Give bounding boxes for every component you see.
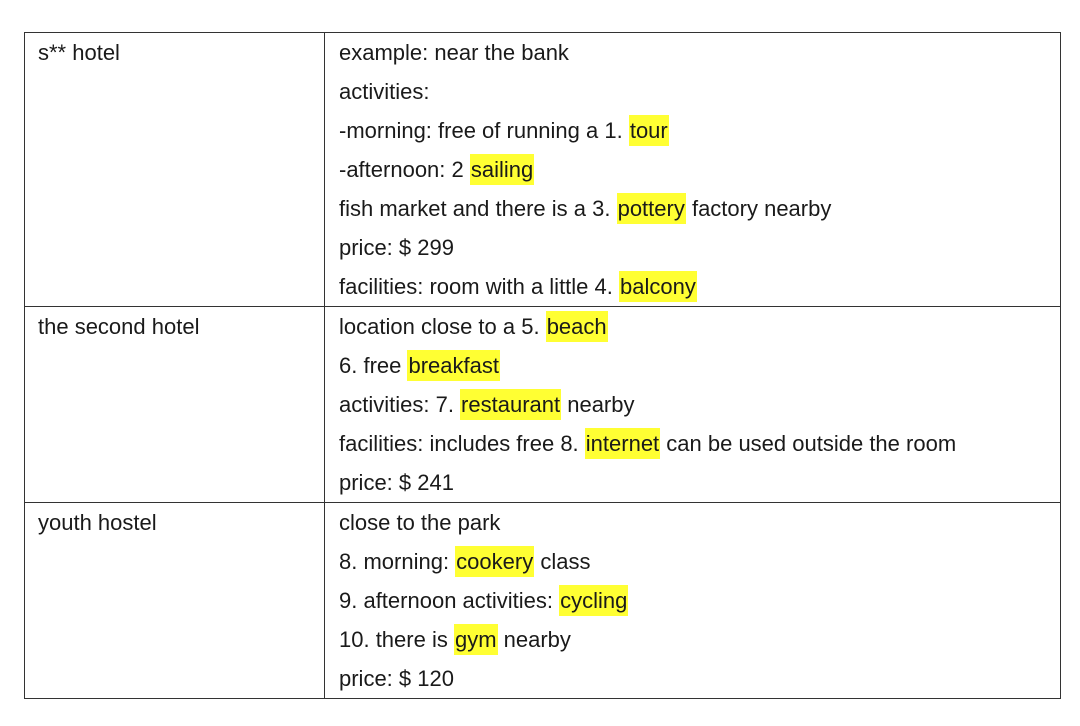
line-text: facilities: room with a little 4.: [339, 274, 619, 299]
line-text: location close to a 5.: [339, 314, 546, 339]
detail-line: [339, 33, 1060, 72]
answer-highlight: balcony: [619, 271, 697, 302]
detail-line: [339, 581, 1060, 620]
line-text: 6. free: [339, 353, 408, 378]
line-text: close to the park: [339, 510, 501, 535]
line-text: facilities: includes free 8.: [339, 431, 585, 456]
line-text: price: $ 120: [339, 666, 454, 691]
line-text: -afternoon: 2: [339, 157, 470, 182]
line-text-after: factory nearby: [685, 196, 832, 221]
line-text: price: $ 241: [339, 470, 454, 495]
detail-line: [339, 620, 1060, 659]
detail-line: [339, 72, 1060, 111]
detail-line: [339, 267, 1060, 306]
answer-highlight: sailing: [470, 154, 534, 185]
answer-highlight: tour: [629, 115, 669, 146]
answer-highlight: breakfast: [407, 350, 500, 381]
hotel-name: the second hotel: [38, 314, 200, 339]
line-text: price: $ 299: [339, 235, 454, 260]
detail-line: [339, 424, 1060, 463]
answer-highlight: cycling: [559, 585, 628, 616]
detail-line: [339, 189, 1060, 228]
line-text: 8. morning:: [339, 549, 456, 574]
answer-highlight: pottery: [617, 193, 686, 224]
line-text: activities: 7.: [339, 392, 461, 417]
answer-highlight: restaurant: [460, 389, 561, 420]
hotel-details-cell: [325, 503, 1061, 699]
hotel-notes-table: [24, 32, 1061, 699]
line-text: activities:: [339, 79, 430, 104]
table-row-s-hotel: [25, 33, 1061, 307]
detail-line: [339, 385, 1060, 424]
detail-line: [339, 111, 1060, 150]
line-text-after: nearby: [561, 392, 635, 417]
hotel-name: s** hotel: [38, 40, 120, 65]
line-text: -morning: free of running a 1.: [339, 118, 629, 143]
line-text-after: can be used outside the room: [660, 431, 957, 456]
detail-line: [339, 463, 1060, 502]
hotel-name-cell: [25, 307, 325, 503]
answer-highlight: gym: [454, 624, 498, 655]
line-text: 10. there is: [339, 627, 454, 652]
hotel-name-cell: [25, 503, 325, 699]
detail-line: [339, 542, 1060, 581]
line-text: fish market and there is a 3.: [339, 196, 617, 221]
line-text-after: class: [534, 549, 591, 574]
hotel-details-cell: [325, 307, 1061, 503]
detail-line: [339, 150, 1060, 189]
line-text-after: nearby: [497, 627, 571, 652]
answer-highlight: beach: [546, 311, 608, 342]
detail-line: [339, 307, 1060, 346]
hotel-details-cell: [325, 33, 1061, 307]
hotel-name: youth hostel: [38, 510, 157, 535]
detail-line: [339, 228, 1060, 267]
detail-line: [339, 503, 1060, 542]
answer-highlight: internet: [585, 428, 660, 459]
detail-line: [339, 346, 1060, 385]
line-text: 9. afternoon activities:: [339, 588, 560, 613]
table-row-second-hotel: [25, 307, 1061, 503]
hotel-name-cell: [25, 33, 325, 307]
table-row-youth-hostel: [25, 503, 1061, 699]
detail-line: [339, 659, 1060, 698]
answer-highlight: cookery: [455, 546, 534, 577]
line-text: example: near the bank: [339, 40, 569, 65]
